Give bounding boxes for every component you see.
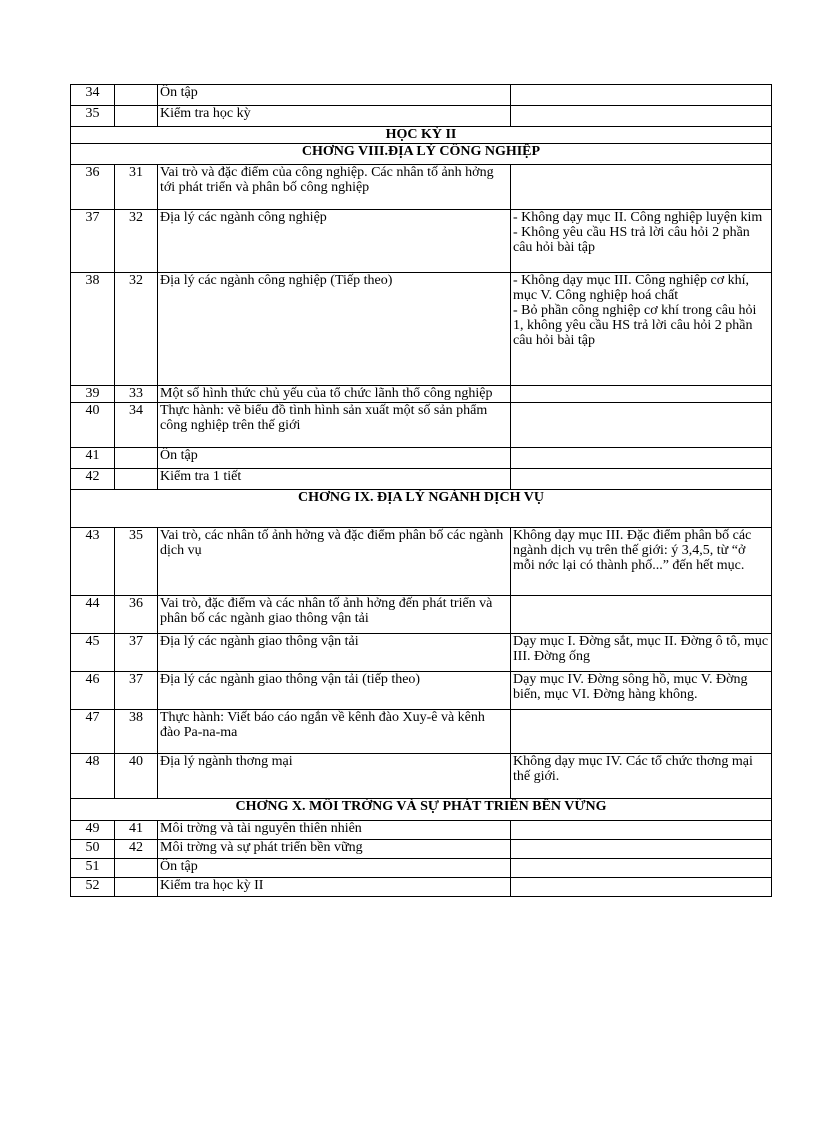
adjustment-notes (511, 106, 772, 127)
period-number: 42 (115, 840, 158, 859)
table-row (71, 273, 772, 386)
period-number: 41 (115, 821, 158, 840)
adjustment-notes (511, 596, 772, 634)
section-heading: HỌC KỲ II (71, 127, 772, 144)
period-number: 31 (115, 165, 158, 210)
table-row (71, 85, 772, 106)
table-row (71, 106, 772, 127)
table-row (71, 469, 772, 490)
table-row (71, 821, 772, 840)
note-line: - Không yêu cầu HS trả lời câu hỏi 2 phần câu hỏi bài tập (513, 225, 750, 255)
lesson-title: Ôn tập (158, 859, 511, 878)
lesson-title: Địa lý các ngành giao thông vận tải (158, 634, 511, 672)
section-heading-row (71, 144, 772, 165)
note-line: Không dạy mục III. Đặc điểm phân bố các ngành dịch vụ trên thế giới: ý 3,4,5, từ “ở mỗi nớc lại có thành phố...” đến hết mục. (513, 528, 752, 573)
lesson-title: Môi trờng và tài nguyên thiên nhiên (158, 821, 511, 840)
section-heading: CHƠNG X. MÔI TRỜNG VÀ SỰ PHÁT TRIỂN BỀN VỮNG (71, 799, 772, 821)
lesson-title: Vai trò và đặc điểm của công nghiệp. Các nhân tố ảnh hởng tới phát triển và phân bố công nghiệp (158, 165, 511, 210)
table-row (71, 403, 772, 448)
lesson-number: 43 (71, 528, 115, 596)
adjustment-notes (511, 821, 772, 840)
note-line: - Không dạy mục III. Công nghiệp cơ khí, mục V. Công nghiệp hoá chất (513, 273, 750, 303)
note-line: Không dạy mục IV. Các tổ chức thơng mại thế giới. (513, 754, 753, 784)
lesson-number: 38 (71, 273, 115, 386)
lesson-number: 45 (71, 634, 115, 672)
table-row (71, 528, 772, 596)
adjustment-notes (511, 85, 772, 106)
lesson-title: Thực hành: Viết báo cáo ngắn về kênh đào Xuy-ê và kênh đào Pa-na-ma (158, 710, 511, 754)
table-row (71, 672, 772, 710)
lesson-title: Kiểm tra 1 tiết (158, 469, 511, 490)
table-row (71, 596, 772, 634)
adjustment-notes (511, 165, 772, 210)
lesson-number: 47 (71, 710, 115, 754)
note-line: Dạy mục IV. Đờng sông hồ, mục V. Đờng biển, mục VI. Đờng hàng không. (513, 672, 748, 702)
lesson-title: Thực hành: vẽ biểu đồ tình hình sản xuất một số sản phẩm công nghiệp trên thế giới (158, 403, 511, 448)
period-number: 32 (115, 273, 158, 386)
lesson-number: 48 (71, 754, 115, 799)
lesson-number: 52 (71, 878, 115, 897)
lesson-number: 51 (71, 859, 115, 878)
curriculum-table (70, 84, 772, 897)
note-line: - Bỏ phần công nghiệp cơ khí trong câu hỏi 1, không yêu cầu HS trả lời câu hỏi 2 phần câu hỏi bài tập (513, 303, 757, 348)
table-row (71, 165, 772, 210)
lesson-number: 36 (71, 165, 115, 210)
table-row (71, 386, 772, 403)
period-number (115, 878, 158, 897)
lesson-number: 39 (71, 386, 115, 403)
table-row (71, 754, 772, 799)
section-heading: CHƠNG VIII.ĐỊA LÝ CÔNG NGHIỆP (71, 144, 772, 165)
adjustment-notes (511, 840, 772, 859)
period-number (115, 469, 158, 490)
lesson-number: 37 (71, 210, 115, 273)
table-row (71, 859, 772, 878)
adjustment-notes (511, 672, 772, 710)
curriculum-table-body (71, 85, 772, 897)
period-number: 37 (115, 634, 158, 672)
lesson-title: Môi trờng và sự phát triển bền vững (158, 840, 511, 859)
section-heading-row (71, 127, 772, 144)
table-row (71, 840, 772, 859)
period-number (115, 106, 158, 127)
lesson-title: Địa lý các ngành giao thông vận tải (tiếp theo) (158, 672, 511, 710)
table-row (71, 210, 772, 273)
adjustment-notes (511, 878, 772, 897)
table-row (71, 634, 772, 672)
period-number: 35 (115, 528, 158, 596)
note-line: - Không dạy mục II. Công nghiệp luyện kim (513, 210, 763, 225)
period-number: 36 (115, 596, 158, 634)
section-heading-row (71, 490, 772, 528)
period-number (115, 85, 158, 106)
lesson-title: Kiểm tra học kỳ (158, 106, 511, 127)
adjustment-notes (511, 754, 772, 799)
adjustment-notes (511, 710, 772, 754)
period-number (115, 859, 158, 878)
lesson-number: 46 (71, 672, 115, 710)
lesson-number: 40 (71, 403, 115, 448)
period-number: 37 (115, 672, 158, 710)
period-number: 38 (115, 710, 158, 754)
period-number: 32 (115, 210, 158, 273)
adjustment-notes (511, 448, 772, 469)
lesson-title: Địa lý các ngành công nghiệp (Tiếp theo) (158, 273, 511, 386)
lesson-number: 35 (71, 106, 115, 127)
lesson-number: 50 (71, 840, 115, 859)
lesson-title: Vai trò, các nhân tố ảnh hởng và đặc điểm phân bố các ngành dịch vụ (158, 528, 511, 596)
lesson-title: Một số hình thức chủ yếu của tổ chức lãnh thổ công nghiệp (158, 386, 511, 403)
lesson-number: 41 (71, 448, 115, 469)
adjustment-notes (511, 210, 772, 273)
adjustment-notes (511, 273, 772, 386)
section-heading-row (71, 799, 772, 821)
table-row (71, 878, 772, 897)
table-row (71, 710, 772, 754)
lesson-title: Địa lý ngành thơng mại (158, 754, 511, 799)
lesson-title: Kiểm tra học kỳ II (158, 878, 511, 897)
section-heading: CHƠNG IX. ĐỊA LÝ NGÀNH DỊCH VỤ (71, 490, 772, 528)
adjustment-notes (511, 859, 772, 878)
lesson-title: Ôn tập (158, 448, 511, 469)
period-number: 40 (115, 754, 158, 799)
lesson-title: Ôn tập (158, 85, 511, 106)
lesson-number: 34 (71, 85, 115, 106)
lesson-title: Vai trò, đặc điểm và các nhân tố ảnh hởng đến phát triển và phân bố các ngành giao thông vận tải (158, 596, 511, 634)
period-number: 34 (115, 403, 158, 448)
adjustment-notes (511, 469, 772, 490)
adjustment-notes (511, 528, 772, 596)
note-line: Dạy mục I. Đờng sắt, mục II. Đờng ô tô, mục III. Đờng ống (513, 634, 769, 664)
adjustment-notes (511, 386, 772, 403)
lesson-number: 44 (71, 596, 115, 634)
adjustment-notes (511, 403, 772, 448)
period-number (115, 448, 158, 469)
lesson-number: 42 (71, 469, 115, 490)
lesson-number: 49 (71, 821, 115, 840)
table-row (71, 448, 772, 469)
adjustment-notes (511, 634, 772, 672)
period-number: 33 (115, 386, 158, 403)
lesson-title: Địa lý các ngành công nghiệp (158, 210, 511, 273)
